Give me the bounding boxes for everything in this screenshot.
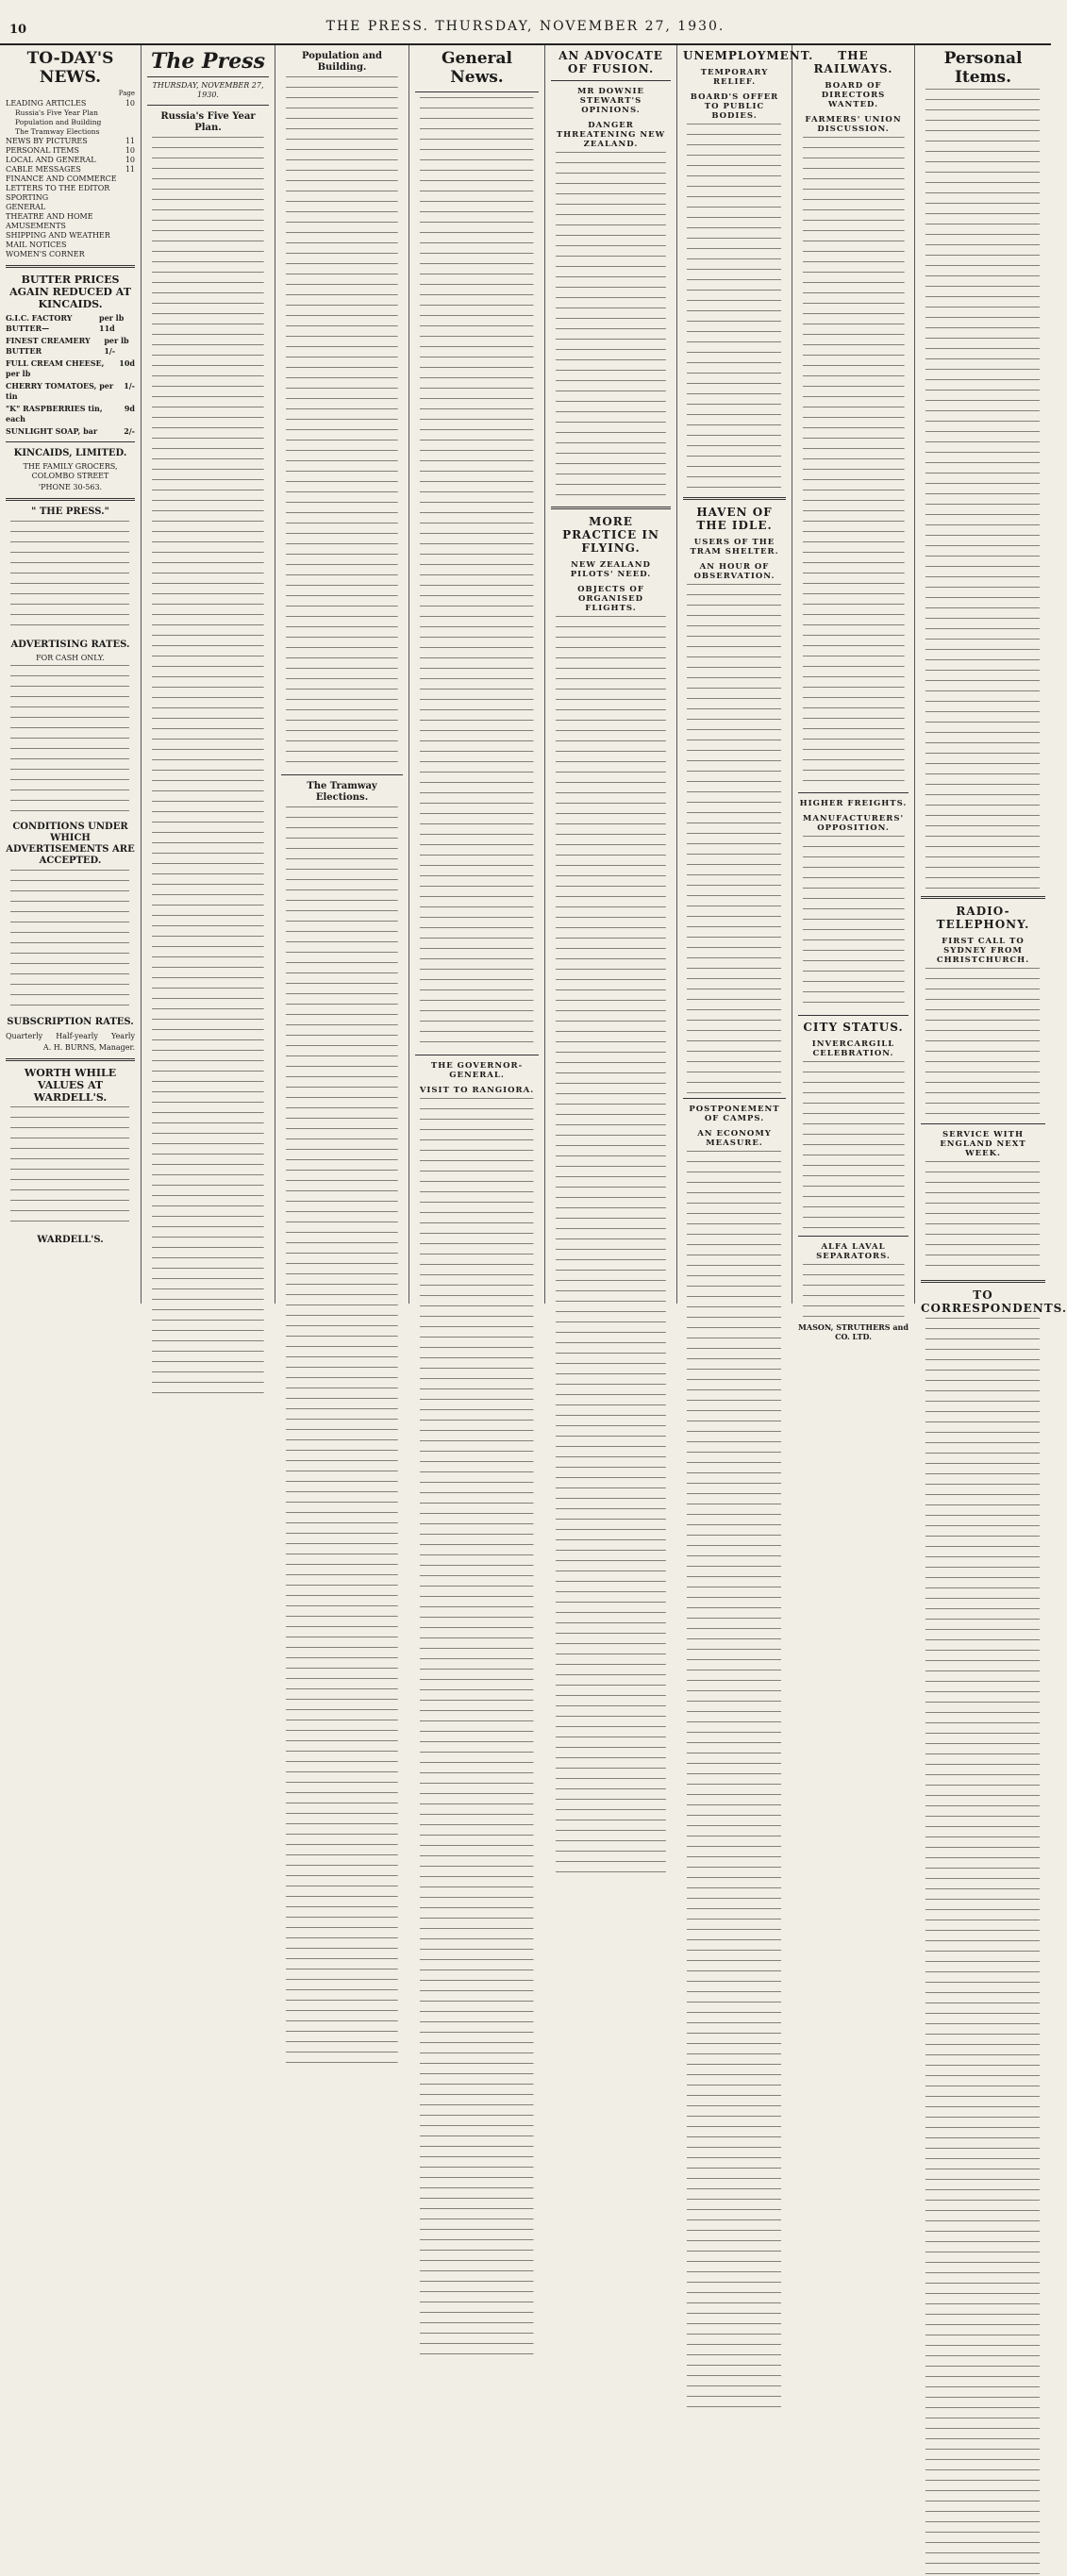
index-item-label: CABLE MESSAGES <box>6 165 81 174</box>
flying-heading: MORE PRACTICE IN FLYING. <box>562 515 659 555</box>
city-status-subheading: INVERCARGILL CELEBRATION. <box>811 1039 895 1058</box>
newspaper-title: THE PRESS. THURSDAY, NOVEMBER 27, 1930. <box>325 19 725 34</box>
index-item <box>6 146 135 156</box>
flying-subheading: NEW ZEALAND PILOTS' NEED. <box>570 560 652 579</box>
divider <box>798 1015 909 1016</box>
radio-body <box>921 968 1045 1119</box>
haven-subheading: USERS OF THE TRAM SHELTER. <box>690 538 779 557</box>
divider <box>798 1236 909 1237</box>
index-item <box>6 156 135 165</box>
product-price: per lb 11d <box>99 313 125 333</box>
england-heading: SERVICE WITH ENGLAND NEXT WEEK. <box>940 1130 1026 1158</box>
divider <box>6 265 135 268</box>
subs-quarterly: Quarterly <box>6 1032 43 1040</box>
correspondents-heading: TO CORRESPONDENTS. <box>921 1288 1067 1315</box>
freights-heading: HIGHER FREIGHTS. <box>799 799 908 808</box>
press-info-text <box>6 521 135 634</box>
index-item <box>6 184 135 193</box>
butter-price-row <box>6 426 135 437</box>
haven-subheading-2: AN HOUR OF OBSERVATION. <box>693 562 775 581</box>
divider <box>147 105 269 106</box>
product-label: CHERRY TOMATOES, per tin <box>6 381 114 401</box>
index-item-label: MAIL NOTICES <box>6 241 67 249</box>
unemployment-subheading-2: BOARD'S OFFER TO PUBLIC BODIES. <box>690 92 779 121</box>
ads-heading: ADVERTISING RATES. <box>10 640 130 650</box>
index-item-page: 11 <box>125 137 135 145</box>
butter-price-list <box>6 313 135 437</box>
city-status-heading: CITY STATUS. <box>803 1021 904 1034</box>
todays-news-heading: TO-DAY'S NEWS. <box>26 49 114 87</box>
index-item-label: PERSONAL ITEMS <box>6 146 79 155</box>
divider <box>921 896 1045 899</box>
freights-body <box>798 836 909 1010</box>
column-general-news <box>409 45 545 1304</box>
camps-heading: POSTPONEMENT OF CAMPS. <box>689 1105 780 1123</box>
index-item-label: FINANCE AND COMMERCE <box>6 175 117 183</box>
index-item <box>6 108 135 118</box>
index-item-label: SPORTING <box>6 193 49 202</box>
unemployment-subheading: TEMPORARY RELIEF. <box>700 68 769 87</box>
unemployment-heading: UNEMPLOYMENT. <box>683 49 814 62</box>
product-label: "K" RASPBERRIES tin, each <box>6 404 103 424</box>
index-item-label: LOCAL AND GENERAL <box>6 156 96 164</box>
ads-subheading: FOR CASH ONLY. <box>36 654 105 662</box>
divider <box>921 1280 1045 1283</box>
divider <box>683 1098 786 1099</box>
press-logo: The Press <box>147 49 269 77</box>
index-item <box>6 250 135 259</box>
product-label: SUNLIGHT SOAP, bar <box>6 426 98 436</box>
camps-body <box>683 1151 786 2409</box>
column-railways <box>792 45 915 1341</box>
page-number: 10 <box>9 23 27 37</box>
subs-row <box>6 1031 135 1041</box>
column-index <box>0 45 142 1304</box>
divider <box>6 498 135 501</box>
tramway-body <box>281 806 403 2065</box>
freights-subheading: MANUFACTURERS' OPPOSITION. <box>802 814 905 833</box>
product-label: FULL CREAM CHEESE, per lb <box>6 358 105 378</box>
population-body <box>281 76 403 770</box>
index-item-label: THEATRE AND HOME <box>6 212 93 221</box>
index-item-label: NEWS BY PICTURES <box>6 137 88 145</box>
general-news-body <box>415 97 539 1050</box>
correspondents-body <box>921 1318 1045 2576</box>
index-item-label: GENERAL <box>6 203 46 211</box>
governor-subheading: VISIT TO RANGIORA. <box>419 1086 535 1095</box>
index-item-label: WOMEN'S CORNER <box>6 250 85 258</box>
railways-heading: THE RAILWAYS. <box>813 49 893 75</box>
kincaids-address: THE FAMILY GROCERS, COLOMBO STREET <box>23 462 118 480</box>
column-editorial <box>142 45 275 1304</box>
governor-body <box>415 1098 539 2356</box>
page-label: Page <box>118 90 135 97</box>
manager-name: A. H. BURNS, Manager. <box>42 1043 135 1052</box>
personal-items-heading: Personal Items. <box>943 49 1023 87</box>
divider <box>6 1058 135 1061</box>
index-item <box>6 99 135 108</box>
index-item <box>6 175 135 184</box>
divider <box>683 497 786 500</box>
population-heading: Population and Building. <box>301 51 383 73</box>
product-label: FINEST CREAMERY BUTTER <box>6 336 91 356</box>
column-unemployment <box>677 45 814 1304</box>
butter-price-row <box>6 381 135 402</box>
editorial-heading: Russia's Five Year Plan. <box>160 111 256 133</box>
news-index <box>6 99 135 259</box>
wardell-heading: WORTH WHILE VALUES AT WARDELL'S. <box>24 1067 117 1104</box>
haven-heading: HAVEN OF THE IDLE. <box>696 506 773 532</box>
index-item <box>6 241 135 250</box>
editorial-body <box>147 137 269 1395</box>
unemployment-body <box>683 124 786 491</box>
fusion-heading: AN ADVOCATE OF FUSION. <box>559 49 663 75</box>
butter-price-row <box>6 336 135 357</box>
divider <box>921 1123 1045 1124</box>
subs-heading: SUBSCRIPTION RATES. <box>7 1017 134 1027</box>
railways-body <box>798 137 909 788</box>
divider <box>551 80 671 81</box>
wardell-footer: WARDELL'S. <box>37 1235 104 1245</box>
kincaids-phone: 'PHONE 30-563. <box>38 483 103 491</box>
tramway-heading: The Tramway Elections. <box>307 781 377 803</box>
separators-footer: MASON, STRUTHERS and CO. LTD. <box>798 1322 909 1341</box>
index-item <box>6 165 135 175</box>
butter-heading: BUTTER PRICES AGAIN REDUCED AT KINCAIDS. <box>9 274 131 310</box>
index-item <box>6 222 135 231</box>
ads-rates-text <box>6 665 135 816</box>
butter-price-row <box>6 358 135 379</box>
index-item-page: 10 <box>125 99 135 108</box>
index-item <box>6 118 135 127</box>
butter-price-row <box>6 404 135 424</box>
separators-heading: ALFA LAVAL SEPARATORS. <box>816 1242 891 1261</box>
divider <box>798 792 909 793</box>
flying-subheading-2: OBJECTS OF ORGANISED FLIGHTS. <box>577 585 644 613</box>
butter-price-row <box>6 313 135 334</box>
flying-body <box>551 616 671 1874</box>
index-item-label: LEADING ARTICLES <box>6 99 87 108</box>
index-item <box>6 231 135 241</box>
index-item <box>6 137 135 146</box>
product-price: per lb 1/- <box>104 336 129 356</box>
index-item <box>6 203 135 212</box>
city-status-body <box>798 1061 909 1231</box>
railways-subheading: BOARD OF DIRECTORS WANTED. <box>821 81 886 109</box>
subs-yearly: Yearly <box>110 1032 135 1040</box>
divider <box>551 507 671 509</box>
divider <box>6 441 135 442</box>
product-price: 10d <box>119 358 135 368</box>
product-price: 2/- <box>124 426 135 436</box>
fusion-subheading: MR DOWNIE STEWART'S OPINIONS. <box>577 87 644 115</box>
separators-body <box>798 1264 909 1321</box>
index-item-page: 11 <box>125 165 135 174</box>
index-item <box>6 127 135 137</box>
radio-heading: RADIO-TELEPHONY. <box>936 905 1030 931</box>
personal-items-body <box>921 89 1045 890</box>
haven-body <box>683 584 786 1093</box>
column-fusion <box>545 45 677 1304</box>
divider <box>281 774 403 775</box>
fusion-body <box>551 152 671 501</box>
index-item-label: SHIPPING AND WEATHER <box>6 231 110 240</box>
railways-subheading-2: FARMERS' UNION DISCUSSION. <box>805 115 902 134</box>
index-item-label: LETTERS TO THE EDITOR <box>6 184 110 192</box>
radio-subheading: FIRST CALL TO SYDNEY FROM CHRISTCHURCH. <box>936 937 1030 965</box>
editorial-date: THURSDAY, NOVEMBER 27, 1930. <box>152 81 264 99</box>
conditions-heading: CONDITIONS UNDER WHICH ADVERTISEMENTS ARE ACCEPTED. <box>6 822 135 866</box>
index-item-label: The Tramway Elections <box>15 127 100 136</box>
index-item-label: Russia's Five Year Plan <box>15 108 98 117</box>
press-heading: " THE PRESS." <box>31 507 109 517</box>
general-news-heading: General News. <box>442 49 512 87</box>
index-item-label: AMUSEMENTS <box>6 222 66 230</box>
wardell-price-list <box>6 1106 135 1229</box>
divider <box>415 91 539 92</box>
product-price: 9d <box>124 404 135 413</box>
fusion-subheading-2: DANGER THREATENING NEW ZEALAND. <box>556 121 666 149</box>
product-label: G.I.C. FACTORY BUTTER— <box>6 313 73 333</box>
governor-heading: THE GOVERNOR-GENERAL. <box>430 1061 524 1080</box>
index-item <box>6 193 135 203</box>
product-price: 1/- <box>124 381 135 391</box>
masthead <box>0 0 1051 45</box>
subs-half: Half-yearly <box>56 1032 98 1040</box>
england-body <box>921 1161 1045 1274</box>
index-item-page: 10 <box>125 156 135 164</box>
index-item-page: 10 <box>125 146 135 155</box>
conditions-text <box>6 870 135 1011</box>
index-item-label: Population and Building <box>15 118 102 126</box>
kincaids-name: KINCAIDS, LIMITED. <box>13 448 127 458</box>
index-item <box>6 212 135 222</box>
column-population <box>275 45 409 1304</box>
camps-subheading: AN ECONOMY MEASURE. <box>697 1129 772 1148</box>
column-personal <box>915 45 1067 1315</box>
